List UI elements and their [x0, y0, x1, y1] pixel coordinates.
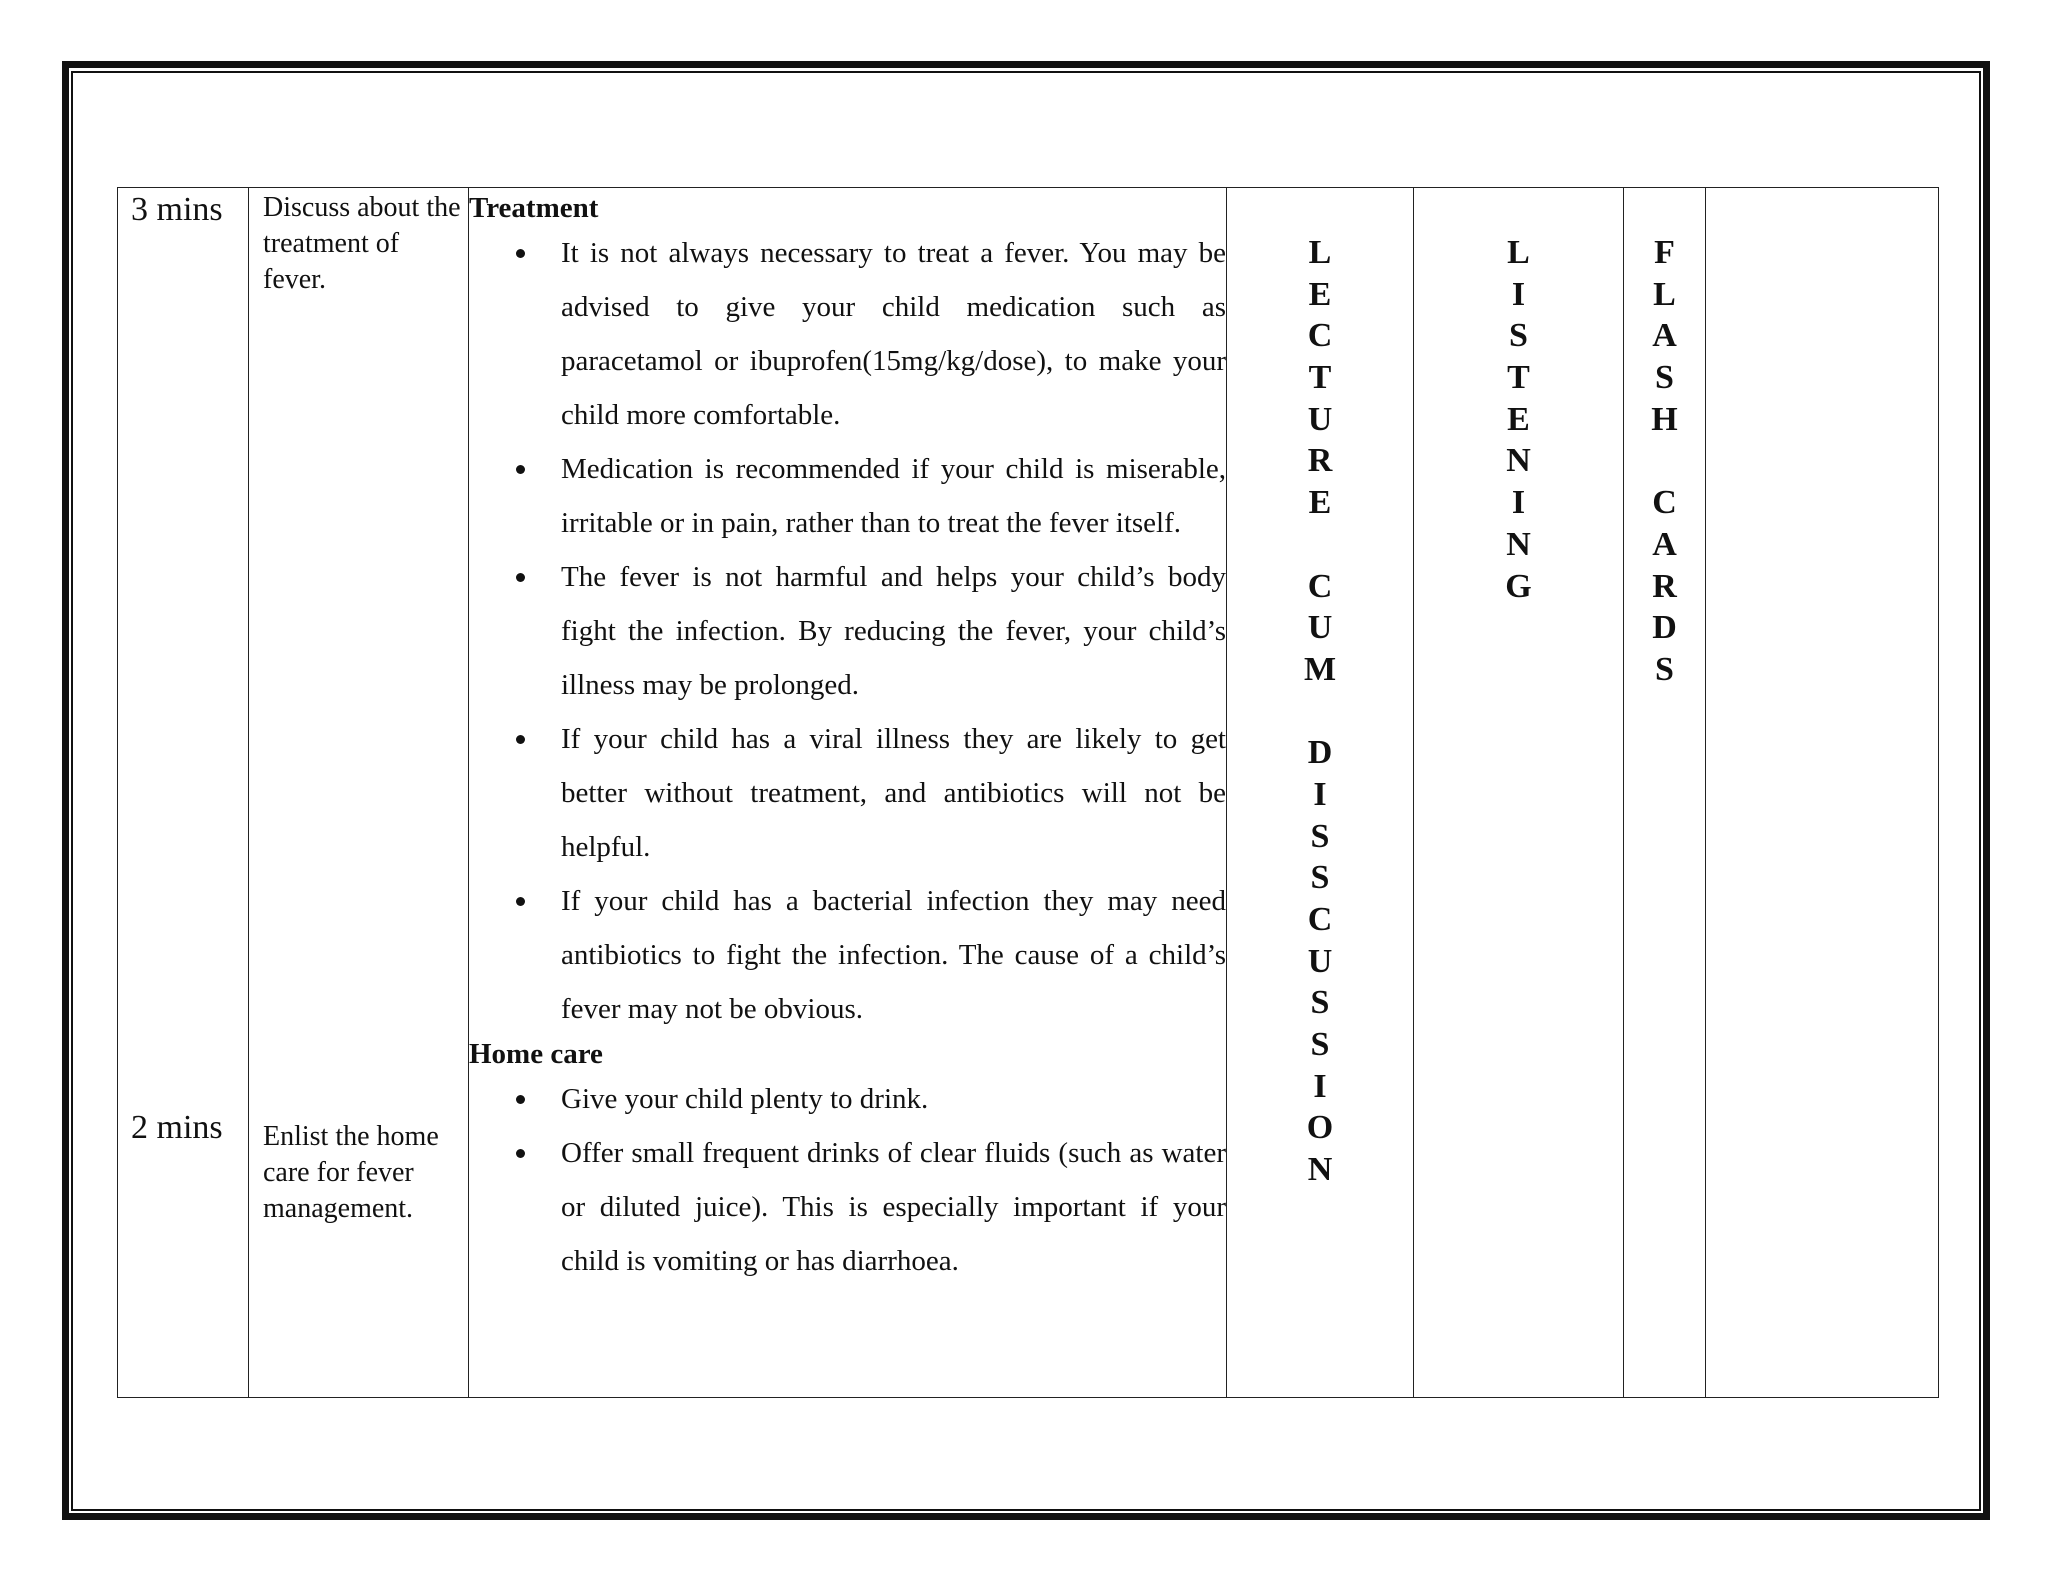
- vertical-letter: C: [1652, 484, 1677, 522]
- vertical-letter: I: [1313, 1067, 1327, 1105]
- vertical-letter: T: [1507, 359, 1530, 397]
- bullet-icon: [516, 573, 525, 582]
- list-item-text: Medication is recommended if your child is miserable, irritable or in pain, rather than to treat the fever itself.: [561, 453, 1226, 539]
- av-aid-text: [1624, 232, 1705, 691]
- time-label-2: 2 mins: [131, 1109, 223, 1146]
- bullet-icon: [516, 1095, 525, 1104]
- list-item: [469, 874, 1226, 1036]
- vertical-letter: I: [1511, 484, 1526, 522]
- learning-activity-text: [1414, 232, 1623, 607]
- vertical-letter: L: [1507, 234, 1530, 271]
- bullet-icon: [516, 249, 525, 258]
- vertical-letter: S: [1509, 317, 1528, 355]
- vertical-letter: F: [1654, 234, 1675, 271]
- content-cell: [469, 188, 1227, 1398]
- vertical-letter: E: [1308, 484, 1332, 522]
- vertical-letter: I: [1511, 275, 1526, 313]
- treatment-list: [469, 226, 1226, 1036]
- list-item-text: Give your child plenty to drink.: [561, 1083, 929, 1115]
- list-item-text: If your child has a bacterial infection they may need antibiotics to fight the infection. The cause of a child’s fever may not be obvious.: [561, 885, 1226, 1025]
- vertical-letter: S: [1310, 984, 1330, 1022]
- vertical-letter: S: [1655, 650, 1674, 688]
- vertical-letter: D: [1307, 734, 1333, 772]
- home-care-heading: Home care: [469, 1038, 603, 1070]
- vertical-letter: S: [1310, 817, 1330, 855]
- vertical-letter: T: [1308, 359, 1332, 397]
- list-item-text: It is not always necessary to treat a fever. You may be advised to give your child medication such as paracetamol or ibuprofen(15mg/kg/dose), to make your child more comfortable.: [561, 237, 1226, 431]
- vertical-letter: N: [1506, 525, 1531, 563]
- bullet-icon: [516, 1149, 525, 1158]
- vertical-letter: C: [1307, 567, 1333, 605]
- list-item: [469, 550, 1226, 712]
- teaching-method-cell: [1227, 188, 1414, 1398]
- table-row: [118, 188, 1939, 1398]
- vertical-letter: N: [1506, 442, 1531, 480]
- vertical-letter: [1227, 691, 1413, 733]
- vertical-letter: O: [1306, 1109, 1334, 1147]
- teaching-method-text: [1227, 232, 1413, 1191]
- av-aid-cell: [1624, 188, 1706, 1398]
- vertical-letter: S: [1310, 859, 1330, 897]
- list-item-text: The fever is not harmful and helps your child’s body fight the infection. By reducing the fever, your child’s illness may be prolonged.: [561, 561, 1226, 701]
- vertical-letter: G: [1505, 567, 1532, 605]
- vertical-letter: H: [1651, 400, 1678, 438]
- vertical-letter: C: [1307, 317, 1333, 355]
- vertical-letter: E: [1507, 400, 1530, 438]
- vertical-letter: [1227, 524, 1413, 566]
- vertical-letter: L: [1653, 275, 1676, 313]
- bullet-icon: [516, 735, 525, 744]
- vertical-letter: R: [1307, 442, 1333, 480]
- vertical-letter: A: [1652, 525, 1677, 563]
- vertical-letter: N: [1307, 1151, 1333, 1189]
- vertical-letter: [1624, 440, 1705, 482]
- vertical-letter: U: [1307, 400, 1333, 438]
- list-item: [469, 1126, 1226, 1288]
- treatment-heading: Treatment: [469, 192, 599, 224]
- objective-text-2: Enlist the home care for fever management.: [263, 1121, 439, 1224]
- list-item: [469, 442, 1226, 550]
- vertical-letter: A: [1652, 317, 1677, 355]
- vertical-letter: D: [1652, 609, 1677, 647]
- vertical-letter: C: [1307, 901, 1333, 938]
- vertical-letter: U: [1307, 942, 1333, 980]
- lesson-plan-table: [117, 187, 1939, 1398]
- list-item-text: If your child has a viral illness they are likely to get better without treatment, and antibiotics will not be helpful.: [561, 723, 1226, 863]
- bullet-icon: [516, 897, 525, 906]
- vertical-letter: U: [1307, 609, 1333, 647]
- list-item: [469, 1072, 1226, 1126]
- vertical-letter: S: [1655, 359, 1674, 397]
- vertical-letter: M: [1303, 650, 1337, 688]
- list-item: [469, 712, 1226, 874]
- list-item-text: Offer small frequent drinks of clear fluids (such as water or diluted juice). This is especially important if your child is vomiting or has diarrhoea.: [561, 1137, 1226, 1277]
- vertical-letter: I: [1313, 775, 1327, 813]
- learning-activity-cell: [1414, 188, 1624, 1398]
- time-label-1: 3 mins: [131, 191, 223, 228]
- time-cell: [118, 188, 249, 1398]
- vertical-letter: S: [1310, 1026, 1330, 1064]
- list-item: [469, 226, 1226, 442]
- bullet-icon: [516, 465, 525, 474]
- objective-text-1: Discuss about the treatment of fever.: [263, 192, 461, 295]
- vertical-letter: E: [1308, 275, 1332, 313]
- vertical-letter: R: [1652, 567, 1677, 605]
- home-care-list: [469, 1072, 1226, 1288]
- evaluation-cell: [1706, 188, 1939, 1398]
- objective-cell: [249, 188, 469, 1398]
- vertical-letter: L: [1308, 234, 1332, 271]
